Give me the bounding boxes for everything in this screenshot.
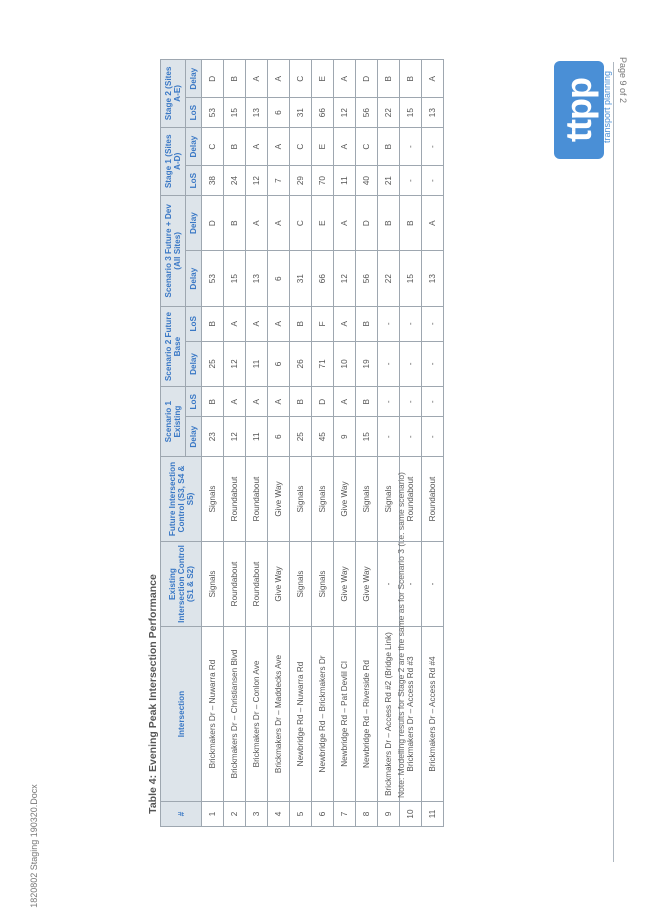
table-cell-s2d: 12 [224, 341, 246, 387]
table-cell-name: Newbridge Rd – Brickmakers Dr [312, 627, 334, 802]
table-cell-ex: Give Way [356, 542, 378, 627]
table-cell-s2d: 25 [202, 341, 224, 387]
table-cell-s1d: 45 [312, 417, 334, 457]
sub-delay: Delay [186, 417, 202, 457]
table-cell-ex: Roundabout [246, 542, 268, 627]
table-cell-t1l: C [356, 127, 378, 166]
page-number-text: Page 9 of 2 [618, 56, 629, 104]
table-title-text: Table 4: Evening Peak Intersection Performance [146, 574, 159, 814]
table-cell-s2d: - [378, 341, 400, 387]
table-cell-s2d: - [400, 341, 422, 387]
footer-divider [613, 62, 614, 862]
table-cell-s1d: 15 [356, 417, 378, 457]
page-number [618, 53, 636, 113]
table-cell-t2d: 6 [268, 98, 290, 127]
table-cell-s1l: - [400, 387, 422, 417]
table-cell-s3l: A [246, 195, 268, 251]
table-cell-t2l: A [268, 60, 290, 98]
table-cell-t2d: 31 [290, 98, 312, 127]
table-cell-s2l: B [290, 306, 312, 341]
table-cell-s1l: A [268, 387, 290, 417]
table-cell-s1l: A [334, 387, 356, 417]
table-cell-name: Newbridge Rd – Nuwarra Rd [290, 627, 312, 802]
table-cell-fu: Give Way [334, 457, 356, 542]
table-cell-t2l: A [422, 60, 444, 98]
table-cell-t2l: D [356, 60, 378, 98]
table-cell-t2d: 15 [224, 98, 246, 127]
table-cell-fu: Roundabout [400, 457, 422, 542]
table-cell-s2l: A [224, 306, 246, 341]
table-cell-s2d: 10 [334, 341, 356, 387]
table-cell-fu: Roundabout [246, 457, 268, 542]
table-cell-s1d: 12 [224, 417, 246, 457]
table-cell-name: Newbridge Rd – Pat Devlil Cl [334, 627, 356, 802]
table-cell-t2d: 66 [312, 98, 334, 127]
table-cell-name: Brickmakers Dr – Access Rd #4 [422, 627, 444, 802]
table-cell-s2d: - [422, 341, 444, 387]
table-cell-s1l: A [224, 387, 246, 417]
table-cell-t2d: 13 [422, 98, 444, 127]
table-note-text: Note: Modelling results for Stage 2 are the same as for Scenario 3 (i.e. same scenario) [396, 472, 406, 798]
col-scenario-3: Scenario 3 Future + Dev (All Sites) [161, 195, 186, 306]
sub-los: LoS [186, 387, 202, 417]
table-cell-t1l: A [268, 127, 290, 166]
table-cell-n: 5 [290, 802, 312, 827]
table-cell-fu: Roundabout [422, 457, 444, 542]
table-cell-ex: - [378, 542, 400, 627]
table-cell-name: Brickmakers Dr – Nuwarra Rd [202, 627, 224, 802]
table-cell-t1d: 12 [246, 166, 268, 195]
table-cell-s1d: - [378, 417, 400, 457]
table-cell-n: 9 [378, 802, 400, 827]
table-cell-fu: Signals [202, 457, 224, 542]
table-cell-name: Brickmakers Dr – Maddecks Ave [268, 627, 290, 802]
table-cell-t2d: 22 [378, 98, 400, 127]
table-cell-t1l: A [334, 127, 356, 166]
table-cell-s2l: - [378, 306, 400, 341]
table-row [356, 60, 378, 827]
table-cell-t1d: 21 [378, 166, 400, 195]
table-cell-fu: Signals [290, 457, 312, 542]
table-cell-name: Brickmakers Dr – Access Rd #2 (Bridge Link) [378, 627, 400, 802]
table-cell-s1d: 9 [334, 417, 356, 457]
table-cell-t1l: E [312, 127, 334, 166]
table-cell-t2l: A [246, 60, 268, 98]
table-cell-ex: Roundabout [224, 542, 246, 627]
table-cell-s2l: A [268, 306, 290, 341]
table-cell-s3l: B [378, 195, 400, 251]
table-cell-s2l: A [334, 306, 356, 341]
table-row [224, 60, 246, 827]
table-cell-name: Brickmakers Dr – Access Rd #3 [400, 627, 422, 802]
table-row [268, 60, 290, 827]
sub-los: LoS [186, 166, 202, 195]
table-cell-fu: Give Way [268, 457, 290, 542]
sub-delay: Delay [186, 251, 202, 307]
logo-brand: ttpp [558, 78, 599, 142]
table-cell-n: 7 [334, 802, 356, 827]
table-title [143, 574, 159, 828]
table-cell-s1l: B [202, 387, 224, 417]
col-existing-control: Existing Intersection Control (S1 & S2) [161, 542, 202, 627]
table-cell-t2l: D [202, 60, 224, 98]
table-cell-s2d: 6 [268, 341, 290, 387]
table-cell-s2l: B [356, 306, 378, 341]
table-cell-t1l: - [400, 127, 422, 166]
table-cell-s1l: D [312, 387, 334, 417]
table-cell-t1d: 40 [356, 166, 378, 195]
table-cell-t1d: 29 [290, 166, 312, 195]
table-cell-name: Newbridge Rd – Riverside Rd [356, 627, 378, 802]
sub-delay: Delay [186, 195, 202, 251]
col-future-control: Future Intersection Control (S3, S4 & S5) [161, 457, 202, 542]
table-row [422, 60, 444, 827]
sub-delay: Delay [186, 60, 202, 98]
table-cell-t1d: - [422, 166, 444, 195]
table-cell-s3d: 13 [422, 251, 444, 307]
table-cell-t2l: A [334, 60, 356, 98]
table-cell-t2d: 13 [246, 98, 268, 127]
table-cell-t2d: 15 [400, 98, 422, 127]
table-cell-t2l: B [224, 60, 246, 98]
table-cell-s3l: A [334, 195, 356, 251]
table-cell-s1d: 25 [290, 417, 312, 457]
table-cell-s3l: E [312, 195, 334, 251]
table-cell-t2l: B [378, 60, 400, 98]
table-row [202, 60, 224, 827]
table-cell-t1l: A [246, 127, 268, 166]
table-cell-t2d: 12 [334, 98, 356, 127]
table-cell-s3d: 31 [290, 251, 312, 307]
table-row [312, 60, 334, 827]
table-cell-s2d: 71 [312, 341, 334, 387]
table-cell-n: 2 [224, 802, 246, 827]
table-cell-n: 1 [202, 802, 224, 827]
table-cell-fu: Roundabout [224, 457, 246, 542]
table-cell-s3d: 6 [268, 251, 290, 307]
table-cell-s3l: D [202, 195, 224, 251]
col-stage-1: Stage 1 (Sites A-D) [161, 127, 186, 195]
table-cell-ex: Give Way [268, 542, 290, 627]
logo-tagline: transport planning [602, 70, 613, 144]
table-cell-s1d: 6 [268, 417, 290, 457]
table-row [334, 60, 356, 827]
footer-filename-text: 1820802 Staging 190320.Docx [28, 784, 39, 908]
table-cell-s3d: 15 [400, 251, 422, 307]
table-cell-t1d: 11 [334, 166, 356, 195]
table-cell-s3l: C [290, 195, 312, 251]
table-cell-s2l: - [400, 306, 422, 341]
col-intersection: Intersection [161, 627, 202, 802]
table-cell-ex: Signals [312, 542, 334, 627]
table-cell-n: 3 [246, 802, 268, 827]
table-cell-s2l: - [422, 306, 444, 341]
table-cell-t2d: 53 [202, 98, 224, 127]
table-note [396, 460, 422, 860]
table-cell-t1l: B [378, 127, 400, 166]
table-cell-s3d: 12 [334, 251, 356, 307]
table-cell-t1l: - [422, 127, 444, 166]
table-cell-t2l: E [312, 60, 334, 98]
table-cell-ex: - [400, 542, 422, 627]
sub-delay: Delay [186, 341, 202, 387]
table-cell-s2l: A [246, 306, 268, 341]
sub-delay: Delay [186, 127, 202, 166]
table-row [290, 60, 312, 827]
table-cell-s2d: 26 [290, 341, 312, 387]
table-cell-s3l: D [356, 195, 378, 251]
table-cell-t1d: 70 [312, 166, 334, 195]
table-cell-s3d: 22 [378, 251, 400, 307]
table-cell-ex: - [422, 542, 444, 627]
table-cell-s3l: A [422, 195, 444, 251]
col-scenario-2: Scenario 2 Future Base [161, 306, 186, 386]
table-cell-s3d: 15 [224, 251, 246, 307]
table-cell-s1l: - [378, 387, 400, 417]
table-cell-s1l: - [422, 387, 444, 417]
table-cell-n: 11 [422, 802, 444, 827]
rotated-table [160, 59, 602, 827]
table-cell-t1d: 38 [202, 166, 224, 195]
table-cell-name: Brickmakers Dr – Conlon Ave [246, 627, 268, 802]
table-cell-t1l: B [224, 127, 246, 166]
table-cell-s1d: 23 [202, 417, 224, 457]
table-row [246, 60, 268, 827]
table-cell-t1d: - [400, 166, 422, 195]
table-cell-fu: Signals [378, 457, 400, 542]
col-stage-2: Stage 2 (Sites A-E) [161, 60, 186, 128]
table-cell-s1l: A [246, 387, 268, 417]
col-num: # [161, 802, 202, 827]
footer-filename [22, 784, 39, 911]
table-cell-n: 6 [312, 802, 334, 827]
table-cell-n: 10 [400, 802, 422, 827]
table-cell-s3d: 56 [356, 251, 378, 307]
table-cell-fu: Signals [356, 457, 378, 542]
table-cell-s2l: B [202, 306, 224, 341]
table-cell-name: Brickmakers Dr – Christiansen Blvd [224, 627, 246, 802]
table-cell-ex: Give Way [334, 542, 356, 627]
table-cell-t1d: 7 [268, 166, 290, 195]
table-cell-n: 4 [268, 802, 290, 827]
table-cell-s2d: 11 [246, 341, 268, 387]
table-cell-s3l: A [268, 195, 290, 251]
table-cell-fu: Signals [312, 457, 334, 542]
table-cell-t1l: C [202, 127, 224, 166]
table-cell-s3d: 66 [312, 251, 334, 307]
table-cell-s2d: 19 [356, 341, 378, 387]
table-cell-s1d: 11 [246, 417, 268, 457]
table-cell-s1l: B [290, 387, 312, 417]
table-cell-ex: Signals [202, 542, 224, 627]
table-cell-n: 8 [356, 802, 378, 827]
col-scenario-1: Scenario 1 Existing [161, 387, 186, 457]
table-cell-t1d: 24 [224, 166, 246, 195]
table-cell-s2l: F [312, 306, 334, 341]
table-cell-s3d: 53 [202, 251, 224, 307]
table-cell-t2d: 56 [356, 98, 378, 127]
sub-los: LoS [186, 306, 202, 341]
table-cell-s3l: B [224, 195, 246, 251]
table-cell-t2l: C [290, 60, 312, 98]
table-cell-s1d: - [422, 417, 444, 457]
table-cell-t2l: B [400, 60, 422, 98]
table-cell-s3d: 13 [246, 251, 268, 307]
table-cell-s1d: - [400, 417, 422, 457]
table-cell-s1l: B [356, 387, 378, 417]
table-cell-ex: Signals [290, 542, 312, 627]
sub-los: LoS [186, 98, 202, 127]
table-cell-t1l: C [290, 127, 312, 166]
table-cell-s3l: B [400, 195, 422, 251]
